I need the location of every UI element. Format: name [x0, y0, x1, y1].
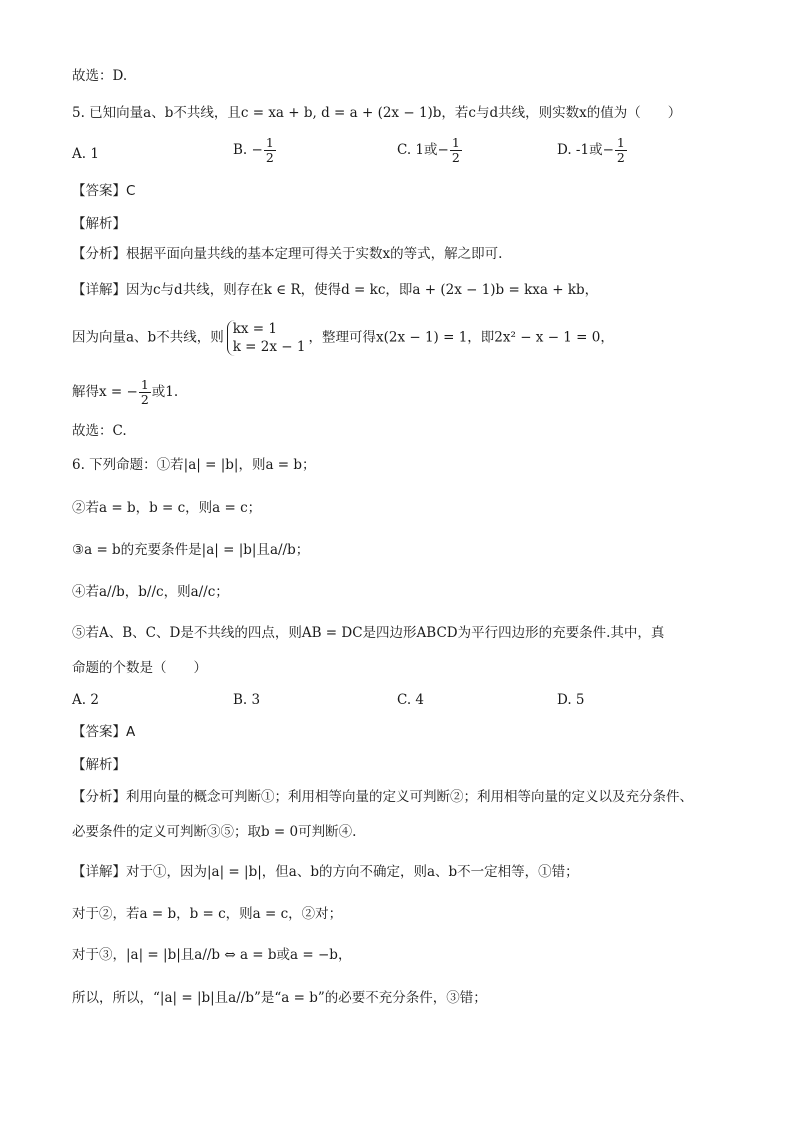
q6-option-a: A. 2	[72, 692, 99, 708]
fraction	[139, 378, 151, 407]
detail-q6-line-3: 对于③，|a| = |b|且a//b ⇔ a = b或a = −b，	[72, 947, 352, 963]
q6-option-c: C. 4	[397, 692, 425, 708]
answer-label-q6: 【答案】A	[72, 724, 136, 740]
detail-q5-line-3-pre: 解得x = −	[72, 384, 138, 400]
fraction-numerator: 1	[140, 377, 149, 392]
conclusion-q5: 故选：C.	[72, 423, 127, 439]
fraction	[264, 136, 276, 165]
q5-option-c-label: C. 1或−	[397, 142, 449, 158]
detail-q6-line-2: 对于②，若a = b，b = c，则a = c，②对；	[72, 906, 343, 922]
q6-stem-end: 命题的个数是（ ）	[72, 660, 207, 676]
detail-q5-line-3-post: 或1.	[151, 384, 179, 400]
q5-option-b-label: B. −	[233, 142, 263, 158]
question-6-stem: 6. 下列命题：①若|a| = |b|，则a = b；	[72, 457, 316, 473]
analysis-summary-q6-line-1: 【分析】利用向量的概念可判断①；利用相等向量的定义可判断②；利用相等向量的定义以及充分条件、	[72, 789, 693, 805]
fraction-denominator: 2	[451, 150, 460, 165]
analysis-label-q6: 【解析】	[72, 757, 126, 773]
fraction-numerator: 1	[265, 135, 274, 150]
q6-option-b: B. 3	[233, 692, 261, 708]
fraction-denominator: 2	[616, 150, 625, 165]
text-line-1: 故选：D.	[72, 68, 128, 84]
detail-q6-line-1: 【详解】对于①，因为|a| = |b|，但a、b的方向不确定，则a、b不一定相等，①错；	[72, 864, 579, 880]
detail-q5-line-2-pre: 因为向量a、b不共线，则	[72, 329, 224, 346]
fraction	[615, 136, 627, 165]
detail-q5-line-3	[72, 378, 178, 407]
fraction-numerator: 1	[451, 135, 460, 150]
q6-proposition-2: ②若a = b，b = c，则a = c；	[72, 500, 262, 516]
q5-option-b	[233, 136, 277, 165]
answer-label-q5: 【答案】C	[72, 183, 136, 199]
equation-1: kx = 1	[232, 321, 277, 337]
detail-q6-line-4: 所以，所以，“|a| = |b|且a//b”是“a = b”的必要不充分条件，③错；	[72, 990, 487, 1006]
detail-q5-line-2-post: ，整理可得x(2x − 1) = 1，即2x² − x − 1 = 0，	[308, 329, 614, 346]
analysis-summary-q5: 【分析】根据平面向量共线的基本定理可得关于实数x的等式，解之即可.	[72, 246, 503, 262]
q6-proposition-5: ⑤若A、B、C、D是不共线的四点，则AB = DC是四边形ABCD为平行四边形的充要条件.其中，真	[72, 625, 665, 641]
analysis-label-q5: 【解析】	[72, 216, 126, 232]
equation-2: k = 2x − 1	[232, 339, 306, 355]
analysis-summary-q6-line-2: 必要条件的定义可判断③⑤；取b = 0可判断④.	[72, 824, 357, 840]
fraction	[450, 136, 462, 165]
fraction-denominator: 2	[140, 392, 149, 407]
q6-proposition-3: ③a = b的充要条件是|a| = |b|且a//b；	[72, 542, 310, 558]
fraction-denominator: 2	[265, 150, 274, 165]
question-5-stem: 5. 已知向量a、b不共线，且c = xa + b, d = a + (2x − 1)b，若c与d共线，则实数x的值为（ ）	[72, 105, 682, 121]
q5-option-d-label: D. -1或−	[557, 142, 614, 158]
q6-proposition-4: ④若a//b，b//c，则a//c；	[72, 584, 229, 600]
fraction-numerator: 1	[616, 135, 625, 150]
q6-option-d: D. 5	[557, 692, 585, 708]
equation-system	[227, 320, 306, 356]
q5-option-a: A. 1	[72, 146, 99, 162]
q5-option-d	[557, 136, 628, 165]
detail-q5-line-2	[72, 320, 614, 356]
q5-option-c	[397, 136, 463, 165]
detail-q5-line-1: 【详解】因为c与d共线，则存在k ∈ R，使得d = kc，即a + (2x − 1)b = kxa + kb，	[72, 282, 599, 298]
